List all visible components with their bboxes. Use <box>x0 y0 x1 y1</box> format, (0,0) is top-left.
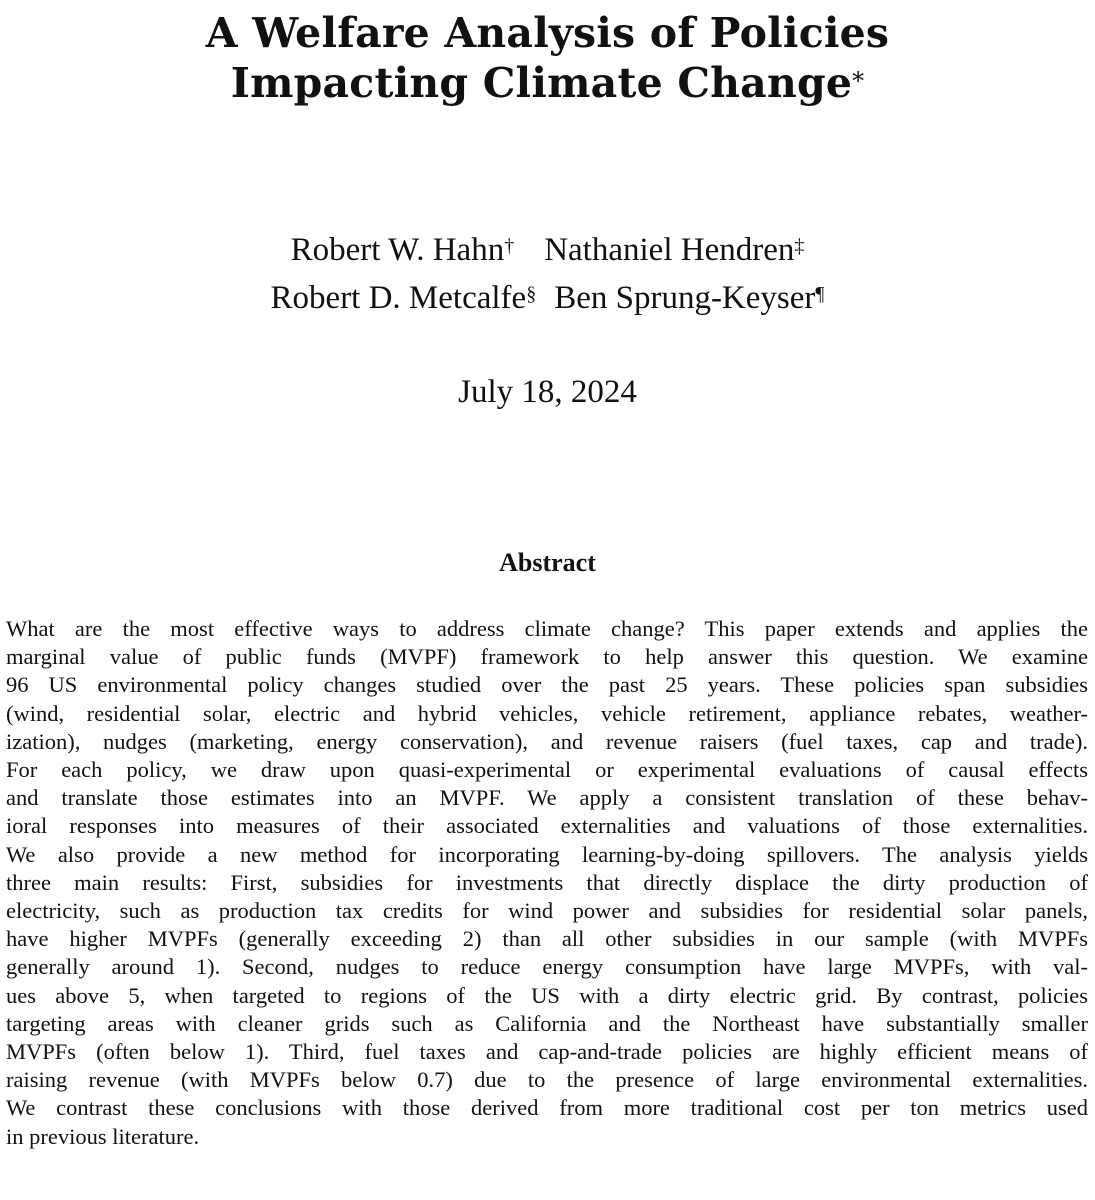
abstract-line: generally around 1). Second, nudges to reduce energy consumption have large MVPFs, with val- <box>6 954 1088 980</box>
abstract-line: We also provide a new method for incorporating learning-by-doing spillovers. The analysis yields <box>6 841 1088 867</box>
author-name: Nathaniel Hendren <box>544 232 795 268</box>
abstract-heading: Abstract <box>499 548 596 577</box>
abstract-line: For each policy, we draw upon quasi-experimental or experimental evaluations of causal effects <box>6 757 1088 783</box>
author-metcalfe <box>271 274 537 322</box>
abstract-line: What are the most effective ways to address climate change? This paper extends and applies the <box>6 616 1088 641</box>
abstract-line: electricity, such as production tax credits for wind power and subsidies for residential solar panels, <box>6 898 1088 924</box>
abstract-line: ization), nudges (marketing, energy conservation), and revenue raisers (fuel taxes, cap and trade). <box>6 728 1088 754</box>
author-hendren <box>544 226 804 274</box>
author-row-2 <box>0 274 1095 322</box>
abstract-line: (wind, residential solar, electric and hybrid vehicles, vehicle retirement, appliance rebates, weather- <box>6 700 1088 726</box>
abstract-line: We contrast these conclusions with those derived from more traditional cost per ton metrics used <box>6 1095 1088 1121</box>
abstract-line: targeting areas with cleaner grids such as California and the Northeast have substantially smaller <box>6 1010 1088 1036</box>
abstract-line: raising revenue (with MVPFs below 0.7) due to the presence of large environmental externalities. <box>6 1067 1088 1093</box>
author-row-1 <box>0 226 1095 274</box>
abstract-line: MVPFs (often below 1). Third, fuel taxes and cap-and-trade policies are highly efficient means of <box>6 1039 1088 1065</box>
author-list <box>0 226 1095 322</box>
abstract-line: ues above 5, when targeted to regions of the US with a dirty electric grid. By contrast, policies <box>6 982 1088 1008</box>
title-line-2-text: Impacting Climate Change <box>230 59 853 107</box>
author-footnote-mark[interactable]: § <box>526 283 537 305</box>
publication-date: July 18, 2024 <box>458 374 637 410</box>
abstract-line-last: in previous literature. <box>6 1123 200 1149</box>
author-footnote-mark[interactable]: † <box>504 235 515 257</box>
title-line-1: A Welfare Analysis of Policies <box>205 9 890 57</box>
author-name: Ben Sprung-Keyser <box>554 280 816 316</box>
author-hahn <box>291 226 515 274</box>
abstract-line: marginal value of public funds (MVPF) framework to help answer this question. We examine <box>6 644 1088 670</box>
abstract-line: 96 US environmental policy changes studied over the past 25 years. These policies span subsidies <box>6 672 1088 698</box>
abstract-line: and translate those estimates into an MVPF. We apply a consistent translation of these behav- <box>6 785 1088 811</box>
paper-title <box>0 8 1095 108</box>
author-name: Robert W. Hahn <box>290 232 505 268</box>
author-footnote-mark[interactable]: ‡ <box>794 235 805 257</box>
abstract-text <box>6 615 1088 1151</box>
title-footnote-mark[interactable]: * <box>852 67 865 95</box>
author-name: Robert D. Metcalfe <box>270 280 527 316</box>
author-sprung-keyser <box>554 274 824 322</box>
abstract-line: ioral responses into measures of their associated externalities and valuations of those externalities. <box>6 813 1088 839</box>
author-footnote-mark[interactable]: ¶ <box>815 283 825 305</box>
title-line-2 <box>0 58 1095 108</box>
abstract-line: have higher MVPFs (generally exceeding 2) than all other subsidies in our sample (with MVPFs <box>6 926 1088 952</box>
abstract-line: three main results: First, subsidies for investments that directly displace the dirty production of <box>6 869 1088 895</box>
